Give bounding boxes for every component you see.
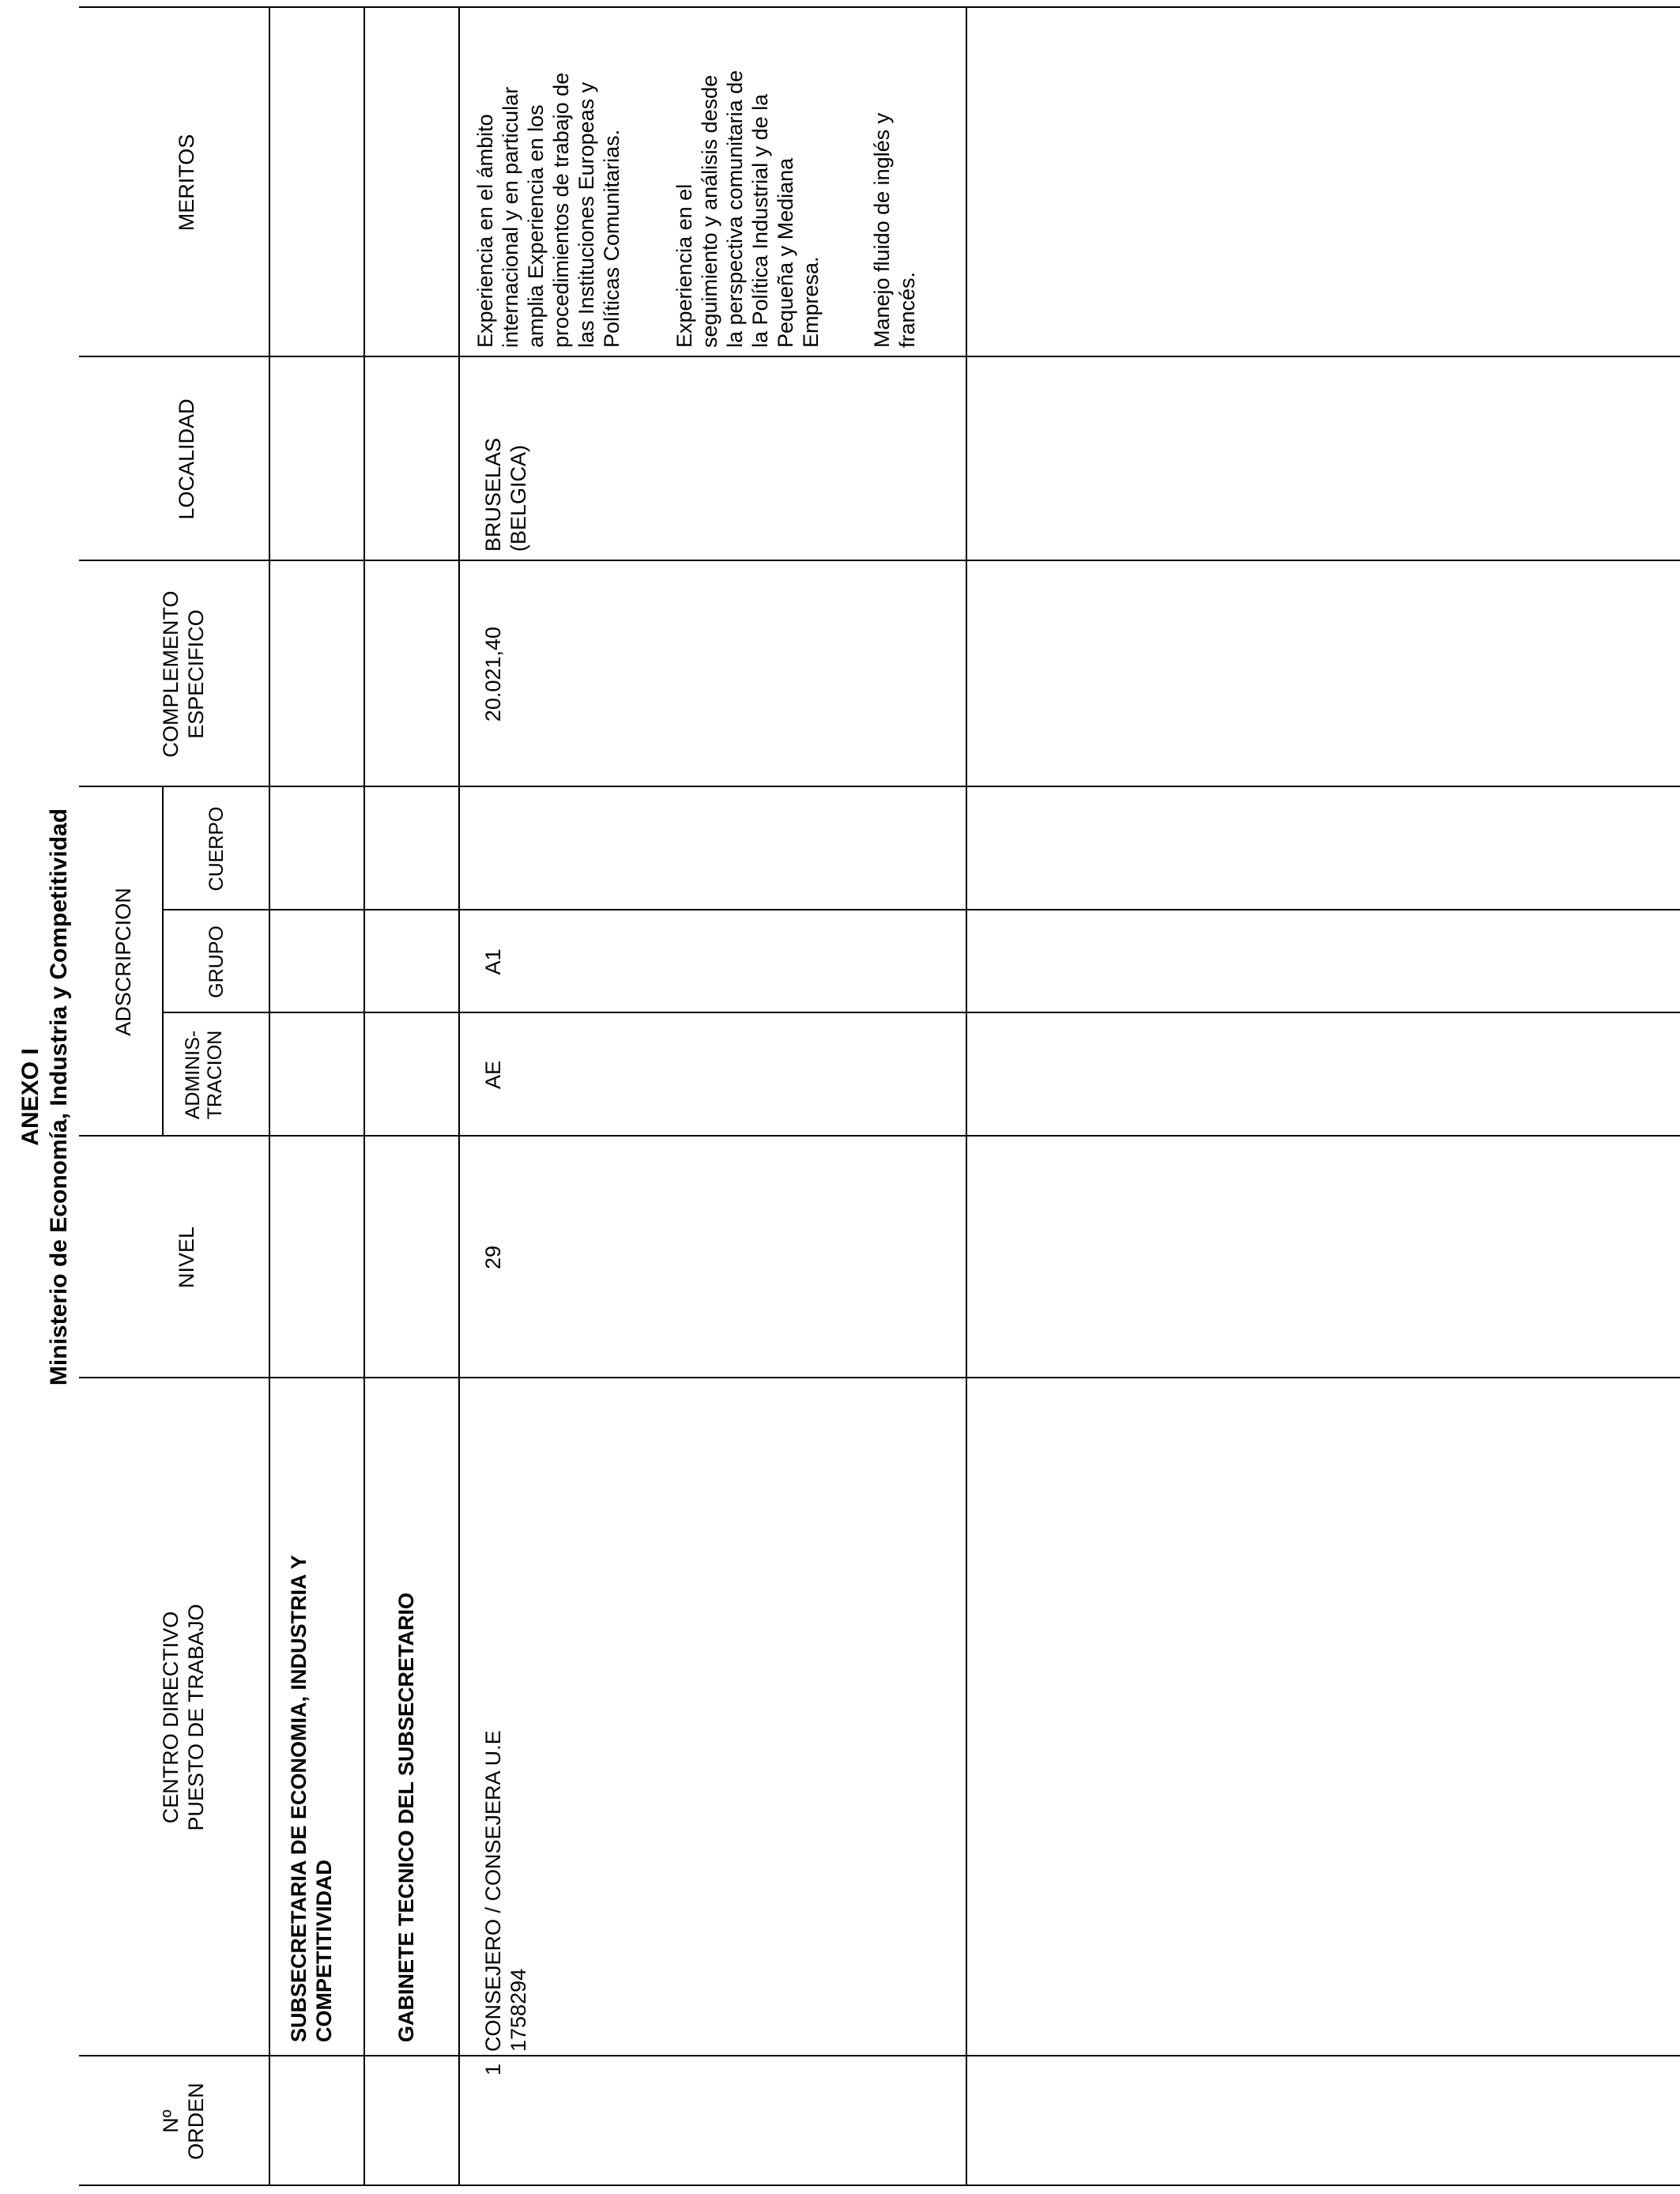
col-divider-centro	[79, 1377, 1680, 1378]
header-bottom-line	[269, 8, 270, 2186]
header-meritos: MERITOS	[175, 134, 198, 232]
row-puesto: CONSEJERO / CONSEJERA U.E 1758294	[481, 1730, 530, 2052]
table-border-left	[79, 2185, 1680, 2186]
header-grupo: GRUPO	[205, 925, 228, 998]
header-complemento: COMPLEMENTO ESPECIFICO	[159, 590, 208, 758]
section1-bottom-line	[363, 8, 365, 2186]
row-complemento: 20.021,40	[481, 626, 505, 722]
header-centro: CENTRO DIRECTIVO PUESTO DE TRABAJO	[159, 1604, 208, 1831]
row-merito-2: Experiencia en el seguimiento y análisis desde la perspectiva comunitaria de la Política Industrial y de la Pequeña y Mediana Empresa.	[672, 70, 823, 348]
adscripcion-subheader-line	[162, 787, 164, 1137]
section-subsecretaria: SUBSECRETARIA DE ECONOMIA, INDUSTRIA Y COMPETITIVIDAD	[287, 1555, 336, 2042]
header-cuerpo: CUERPO	[205, 806, 228, 892]
header-localidad: LOCALIDAD	[175, 398, 198, 520]
row-localidad: BRUSELAS (BELGICA)	[481, 437, 530, 552]
document-title: ANEXO I	[17, 1048, 43, 1146]
table-bottom-line	[966, 8, 967, 2186]
document-subtitle: Ministerio de Economía, Industria y Competitividad	[46, 808, 72, 1386]
row-orden: 1	[481, 2063, 505, 2075]
col-divider-nivel	[79, 1135, 1680, 1137]
header-administracion: ADMINIS- TRACION	[182, 1030, 226, 1120]
section-gabinete: GABINETE TECNICO DEL SUBSECRETARIO	[394, 1592, 418, 2042]
col-divider-complemento	[79, 560, 1680, 561]
col-divider-localidad	[79, 356, 1680, 357]
col-divider-orden	[79, 2055, 1680, 2056]
row-administracion: AE	[481, 1060, 505, 1090]
row-merito-3: Manejo fluido de inglés y francés.	[870, 112, 919, 348]
row-grupo: A1	[481, 948, 505, 975]
table-border-right	[79, 6, 1680, 8]
header-orden: Nº ORDEN	[159, 2083, 208, 2160]
header-adscripcion: ADSCRIPCION	[111, 888, 135, 1036]
row-nivel: 29	[481, 1245, 505, 1270]
col-divider-admin	[162, 1012, 1680, 1013]
col-divider-adscripcion	[79, 786, 1680, 787]
section2-bottom-line	[458, 8, 460, 2186]
col-divider-grupo	[162, 909, 1680, 910]
header-nivel: NIVEL	[175, 1226, 198, 1289]
row-merito-1: Experiencia en el ámbito internacional y en particular amplia Experiencia en los procedimientos de trabajo de las Instituciones Europeas y Políticas Comunitarias.	[473, 72, 623, 348]
